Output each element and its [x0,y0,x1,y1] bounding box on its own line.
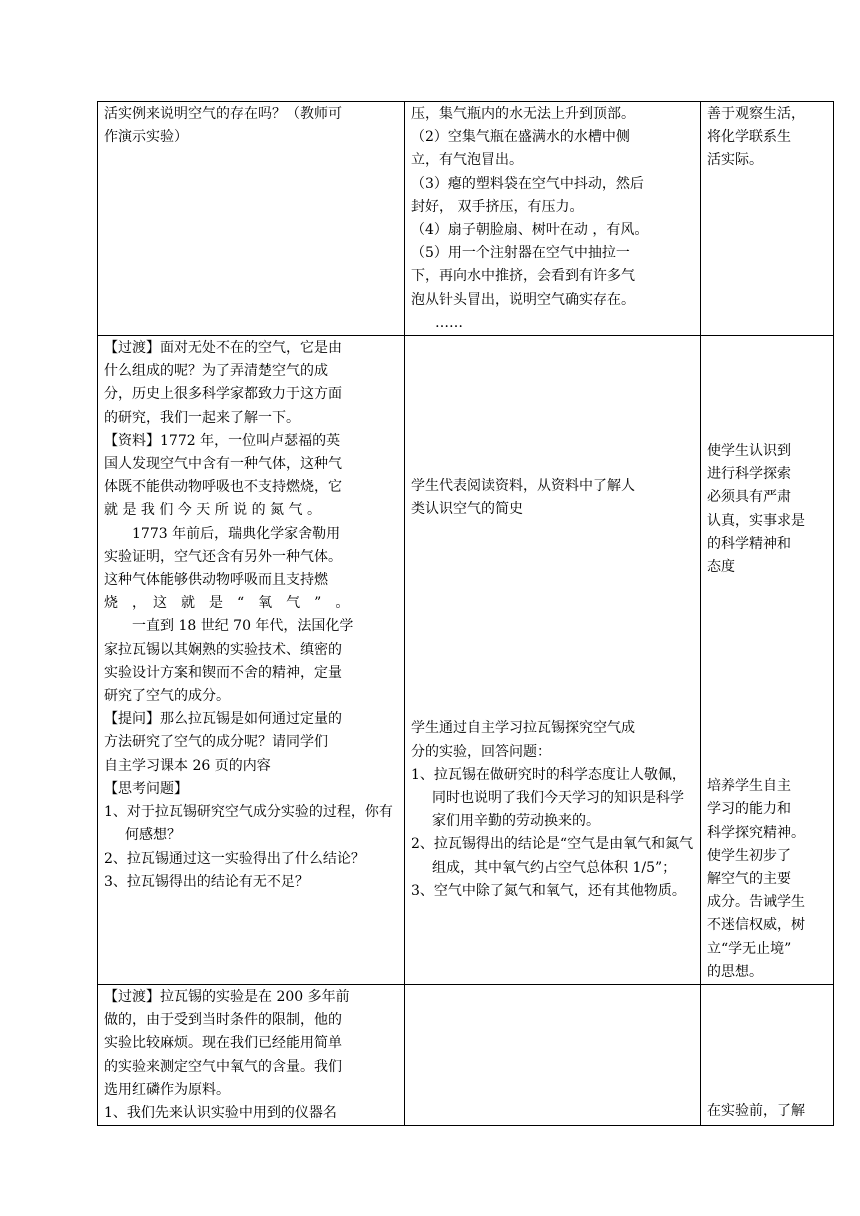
text-line: 选用红磷作为原料。 [104,1081,230,1098]
text-line: 学生代表阅读资料，从资料中了解人 [411,478,635,495]
text-line: 分的实验，回答问题： [411,743,551,760]
design-intent-cell [701,102,834,336]
text-line: 作演示实验） [104,129,188,146]
text-line: 下，再向水中推挤，会看到有许多气 [411,268,635,285]
student-activity-cell [405,985,701,1126]
text-line: 【资料】1772 年，一位叫卢瑟福的英 [104,432,341,449]
text-line: 国人发现空气中含有一种气体，这种气 [104,456,342,473]
question-item: 3、拉瓦锡得出的结论有无不足？ [104,873,309,890]
text-line: 科学探究精神。 [707,824,805,841]
text-line: 就 是 我 们 今 天 所 说 的 氮 气 。 [104,502,321,519]
text-line: 的研究，我们一起来了解一下。 [104,409,300,426]
text-line: 的科学精神和 [707,535,791,552]
text-line: 立“学无止境” [707,940,792,957]
teacher-activity-cell [98,102,405,336]
table-row [98,985,834,1126]
text-line: 认真，实事求是 [707,512,805,529]
text-line: 学生通过自主学习拉瓦锡探究空气成 [411,720,635,737]
text-line: 【提问】那么拉瓦锡是如何通过定量的 [104,711,342,728]
text-line: 的思想。 [707,963,763,980]
text-line: 成分。告诫学生 [707,894,805,911]
answer-item: 3、空气中除了氮气和氧气，还有其他物质。 [411,882,686,899]
text-line: 烧 ， 这 就 是 “ 氧 气 ” 。 [104,595,350,612]
ellipsis: …… [435,314,463,331]
text-line: 实验比较麻烦。现在我们已经能用简单 [104,1035,342,1052]
design-intent-cell [701,336,834,985]
teacher-activity-cell [98,985,405,1126]
text-line: 体既不能供动物呼吸也不支持燃烧，它 [104,479,342,496]
text-line: 不迷信权威，树 [707,917,805,934]
design-intent-cell [701,985,834,1126]
text-line: 必须具有严肃 [707,489,791,506]
text-line: 善于观察生活， [707,106,805,122]
text-line: 在实验前，了解 [707,1103,805,1120]
student-activity-cell [405,336,701,985]
student-activity-cell [405,102,701,336]
teacher-activity-cell [98,336,405,985]
text-line: 分，历史上很多科学家都致力于这方面 [104,386,342,403]
question-item: 2、拉瓦锡通过这一实验得出了什么结论？ [104,850,365,867]
text-line: 压，集气瓶内的水无法上升到顶部。 [411,106,635,122]
text-line: （2）空集气瓶在盛满水的水槽中侧 [411,129,630,146]
text-line: 活实例来说明空气的存在吗？（教师可 [104,106,342,122]
text-line: 研究了空气的成分。 [104,688,230,705]
text-line: 培养学生自主 [707,778,791,795]
text-line: 1、我们先来认识实验中用到的仪器名 [104,1105,337,1122]
text-line: 使学生认识到 [707,443,791,460]
text-line: 做的，由于受到当时条件的限制，他的 [104,1012,342,1029]
text-line: 类认识空气的简史 [411,501,523,518]
text-line: 什么组成的呢？为了弄清楚空气的成 [104,363,328,380]
text-line: 态度 [707,559,735,576]
text-line: 这种气体能够供动物呼吸而且支持燃 [104,572,328,589]
text-line: 【过渡】拉瓦锡的实验是在 200 多年前 [104,989,350,1006]
text-line: 活实际。 [707,152,763,169]
text-line: 1773 年前后，瑞典化学家舍勒用 [104,525,341,542]
text-line: 泡从针头冒出，说明空气确实存在。 [411,291,635,308]
text-line: 【思考问题】 [104,780,188,797]
text-line: 【过渡】面对无处不在的空气，它是由 [104,340,342,357]
text-line: 实验证明，空气还含有另外一种气体。 [104,548,342,565]
table-row [98,102,834,336]
text-line: 学习的能力和 [707,801,791,818]
text-line: 立，有气泡冒出。 [411,152,523,169]
text-line: （3）瘪的塑料袋在空气中抖动，然后 [411,175,644,192]
text-line: 使学生初步了 [707,847,791,864]
text-line: 将化学联系生 [707,129,791,146]
lesson-plan-table [97,101,834,1126]
table-row [98,336,834,985]
text-line: （5）用一个注射器在空气中抽拉一 [411,245,630,262]
text-line: 自主学习课本 26 页的内容 [104,757,271,774]
text-line: 方法研究了空气的成分呢？请同学们 [104,734,328,751]
question-item: 1、对于拉瓦锡研究空气成分实验的过程，你有何感想？ [104,804,393,844]
answer-item: 2、拉瓦锡得出的结论是“空气是由氧气和氮气组成，其中氧气约占空气总体积 1/5”； [411,836,694,876]
text-line: 的实验来测定空气中氧气的含量。我们 [104,1058,342,1075]
text-line: 家拉瓦锡以其娴熟的实验技术、缜密的 [104,641,342,658]
text-line: 一直到 18 世纪 70 年代，法国化学 [104,618,354,635]
text-line: 实验设计方案和锲而不舍的精神，定量 [104,664,342,681]
text-line: 封好， 双手挤压，有压力。 [411,198,584,215]
answer-item: 1、拉瓦锡在做研究时的科学态度让人敬佩，同时也说明了我们今天学习的知识是科学家们用辛勤的劳动换来的。 [411,766,686,830]
text-line: 进行科学探索 [707,466,791,483]
text-line: （4）扇子朝脸扇、树叶在动 ，有风。 [411,222,649,239]
text-line: 解空气的主要 [707,871,791,888]
